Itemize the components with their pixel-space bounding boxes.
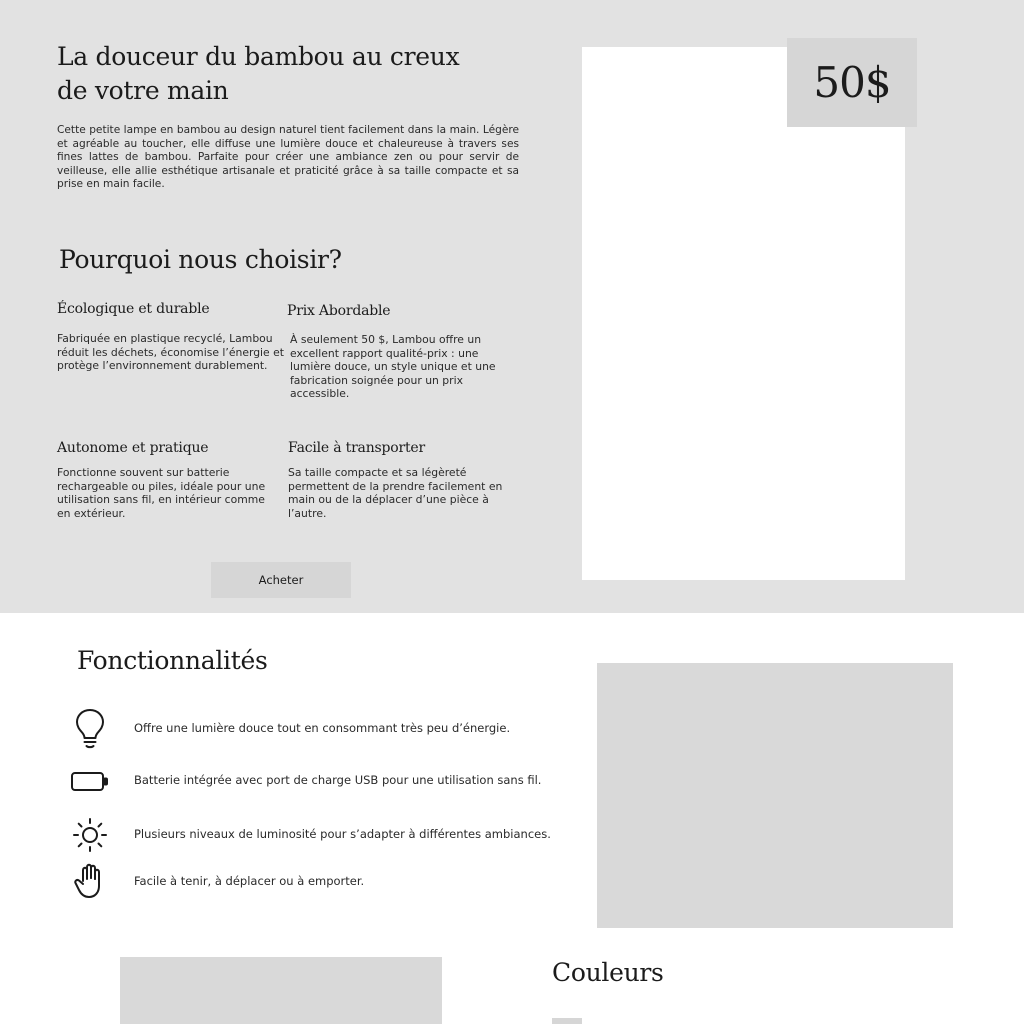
features-title: Fonctionnalités <box>77 646 268 675</box>
color-swatch[interactable] <box>552 1018 582 1024</box>
colors-title: Couleurs <box>552 958 664 987</box>
why-item-title-transport: Facile à transporter <box>288 440 425 456</box>
features-image <box>597 663 953 928</box>
hand-icon <box>72 862 112 902</box>
why-item-text-prix: À seulement 50 $, Lambou offre un excellent rapport qualité-prix : une lumière douce, un style unique et une fabrication soignée pour un prix accessible. <box>290 333 496 400</box>
why-item-title-autonome: Autonome et pratique <box>57 440 209 456</box>
battery-icon <box>70 770 110 810</box>
colors-image <box>120 957 442 1024</box>
sun-icon <box>71 816 111 856</box>
feature-text-handheld: Facile à tenir, à déplacer ou à emporter. <box>134 874 365 888</box>
feature-text-battery: Batterie intégrée avec port de charge USB pour une utilisation sans fil. <box>134 773 542 787</box>
why-item-text-transport: Sa taille compacte et sa légèreté permettent de la prendre facilement en main ou de la déplacer d’une pièce à l’autre. <box>288 466 503 520</box>
why-item-text-ecologique: Fabriquée en plastique recyclé, Lambou réduit les déchets, économise l’énergie et protège l’environnement durablement. <box>57 332 285 372</box>
feature-text-brightness: Plusieurs niveaux de luminosité pour s’adapter à différentes ambiances. <box>134 827 551 841</box>
why-title: Pourquoi nous choisir? <box>59 245 342 274</box>
lightbulb-icon <box>70 707 110 747</box>
why-item-text-autonome: Fonctionne souvent sur batterie rechargeable ou piles, idéale pour une utilisation sans fil, en intérieur comme en extérieur. <box>57 466 266 520</box>
hero-description: Cette petite lampe en bambou au design naturel tient facilement dans la main. Légère et agréable au toucher, elle diffuse une lumière douce et chaleureuse à travers ses fines lattes de bambou. Parfaite pour créer une ambiance zen ou pour servir de veilleuse, elle allie esthétique artisanale et praticité grâce à sa taille compacte et sa prise en main facile. <box>57 124 519 190</box>
why-item-title-ecologique: Écologique et durable <box>57 301 210 317</box>
why-item-title-prix: Prix Abordable <box>287 303 391 319</box>
price-badge: 50$ <box>787 38 917 127</box>
buy-button[interactable]: Acheter <box>211 562 351 598</box>
feature-text-light: Offre une lumière douce tout en consommant très peu d’énergie. <box>134 721 511 735</box>
hero-title: La douceur du bambou au creux de votre main <box>57 42 460 105</box>
